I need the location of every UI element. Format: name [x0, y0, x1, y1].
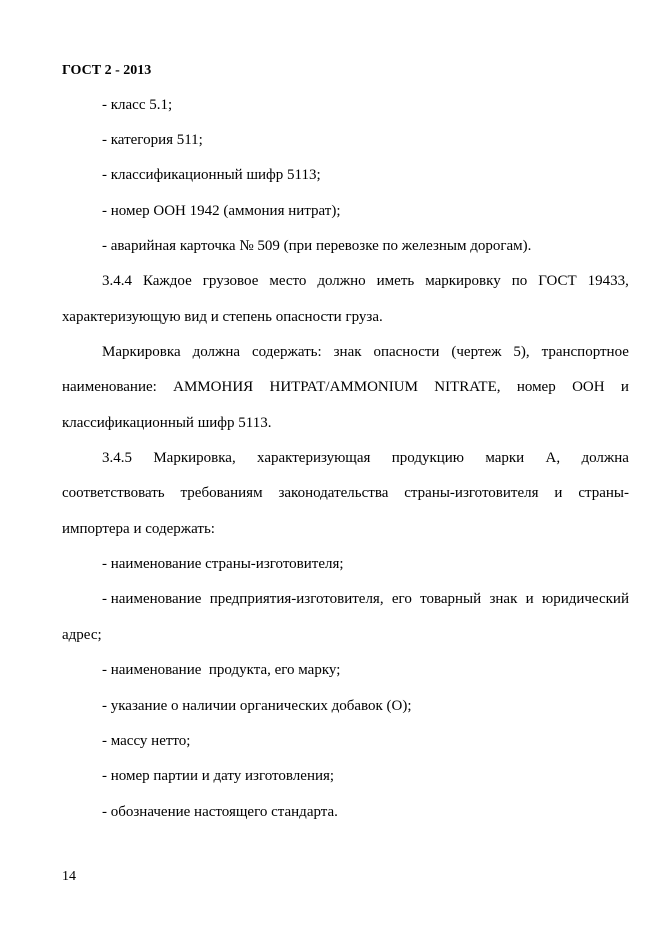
word: Маркировка: [102, 344, 181, 360]
paragraph-3-4-5-line1: [102, 449, 629, 467]
word: должна: [581, 450, 629, 466]
word: грузовое: [202, 273, 259, 289]
word: должно: [317, 273, 366, 289]
list-item: - классификационный шифр 5113;: [102, 167, 321, 183]
list-item: - категория 511;: [102, 132, 203, 148]
word: NITRATE,: [434, 379, 501, 395]
word: знак: [489, 591, 518, 607]
list-item: - наименование страны-изготовителя;: [102, 556, 344, 572]
word: маркировку: [425, 273, 501, 289]
word: 3.4.5: [102, 450, 132, 466]
list-item: - аварийная карточка № 509 (при перевозке по железным дорогам).: [102, 238, 532, 254]
list-item-line1: [102, 590, 629, 608]
list-item: - номер партии и дату изготовления;: [102, 768, 335, 784]
paragraph-3-4-5-line2: [62, 484, 629, 502]
paragraph-marking-line2: [62, 378, 629, 396]
word: ООН: [572, 379, 605, 395]
word: ГОСТ: [538, 273, 577, 289]
word: иметь: [376, 273, 415, 289]
list-item: - наименование продукта, его марку;: [102, 662, 341, 678]
word: продукцию: [391, 450, 465, 466]
list-item: - указание о наличии органических добавок (О);: [102, 698, 412, 714]
word: Маркировка,: [153, 450, 236, 466]
list-item: - класс 5.1;: [102, 97, 173, 113]
word: опасности: [373, 344, 440, 360]
word: 19433,: [587, 273, 629, 289]
word: характеризующая: [257, 450, 371, 466]
word: соответствовать: [62, 485, 165, 501]
word: А,: [545, 450, 561, 466]
document-header: ГОСТ 2 - 2013: [62, 63, 152, 78]
word: юридический: [542, 591, 629, 607]
word: место: [269, 273, 307, 289]
word: (чертеж: [451, 344, 502, 360]
word: наименование:: [62, 379, 157, 395]
word: требованиям: [180, 485, 263, 501]
list-item: - массу нетто;: [102, 733, 191, 749]
word: номер: [516, 379, 556, 395]
list-item: - номер ООН 1942 (аммония нитрат);: [102, 203, 341, 219]
word: законодательства: [278, 485, 389, 501]
word: Каждое: [142, 273, 192, 289]
list-item-line2: адрес;: [62, 627, 102, 643]
page-number: 14: [62, 869, 76, 884]
word: предприятия-изготовителя,: [209, 591, 384, 607]
word: страны-изготовителя: [404, 485, 539, 501]
word: должна: [192, 344, 241, 360]
word: НИТРАТ/AMMONIUM: [269, 379, 418, 395]
paragraph-3-4-5-line3: импортера и содержать:: [62, 521, 215, 537]
word: и: [620, 379, 629, 395]
word: и: [525, 591, 534, 607]
word: 5),: [513, 344, 530, 360]
paragraph-3-4-4-line1: [102, 272, 629, 290]
paragraph-marking-line1: [102, 343, 629, 361]
word: по: [511, 273, 528, 289]
word: его: [391, 591, 412, 607]
word: марки: [485, 450, 525, 466]
word: - наименование: [102, 591, 202, 607]
paragraph-marking-line3: классификационный шифр 5113.: [62, 415, 272, 431]
paragraph-3-4-4-line2: характеризующую вид и степень опасности груза.: [62, 309, 383, 325]
word: АММОНИЯ: [173, 379, 254, 395]
word: товарный: [420, 591, 482, 607]
word: содержать:: [251, 344, 322, 360]
word: транспортное: [541, 344, 629, 360]
word: страны-: [578, 485, 629, 501]
list-item: - обозначение настоящего стандарта.: [102, 804, 338, 820]
word: и: [554, 485, 563, 501]
word: знак: [333, 344, 362, 360]
word: 3.4.4: [102, 273, 132, 289]
